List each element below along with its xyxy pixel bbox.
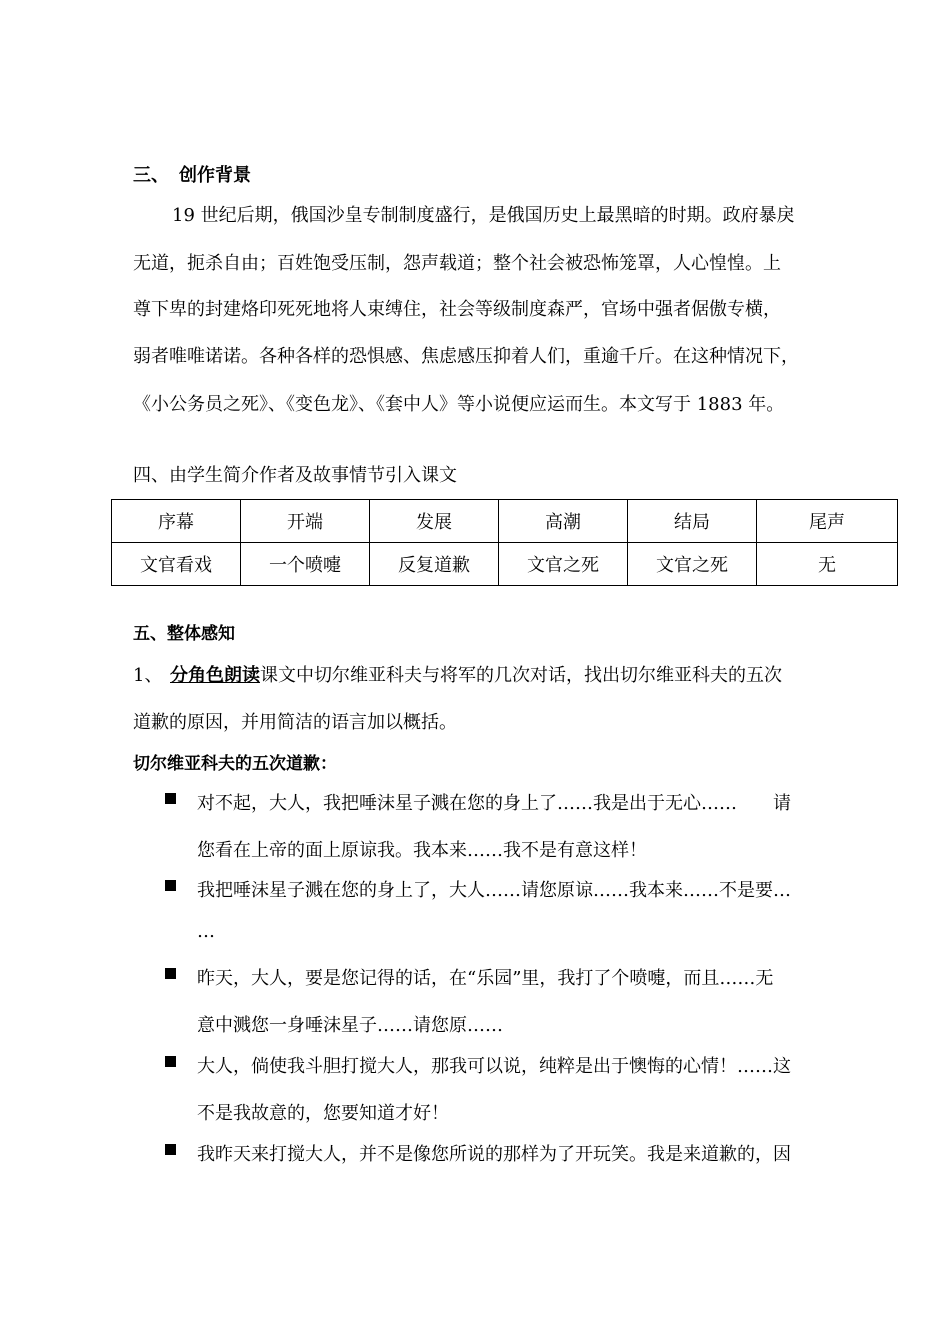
table-row (112, 543, 898, 586)
section-4-heading: 四、由学生简介作者及故事情节引入课文 (133, 465, 457, 486)
apology-4-line-1: 大人，倘使我斗胆打搅大人，那我可以说，纯粹是出于懊悔的心情！……这 (197, 1056, 791, 1077)
bullet-square-icon (165, 1141, 179, 1155)
task-1-line-2: 道歉的原因，并用简洁的语言加以概括。 (133, 712, 457, 733)
section-5-heading: 五、整体感知 (133, 624, 235, 644)
table-cell: 无 (757, 543, 898, 586)
table-header-cell: 序幕 (112, 500, 241, 543)
task-1-text: 课文中切尔维亚科夫与将军的几次对话，找出切尔维亚科夫的五次 (260, 665, 782, 686)
apologies-subheading: 切尔维亚科夫的五次道歉： (133, 754, 337, 774)
apology-3-line-1: 昨天，大人，要是您记得的话，在“乐园”里，我打了个喷嚏，而且……无 (197, 968, 774, 989)
bullet-square-icon (165, 1053, 179, 1067)
background-line-2: 无道，扼杀自由；百姓饱受压制，怨声载道；整个社会被恐怖笼罩，人心惶惶。上 (133, 253, 781, 274)
apology-2-line-1: 我把唾沫星子溅在您的身上了，大人……请您原谅……我本来……不是要… (197, 880, 791, 901)
background-line-5: 《小公务员之死》、《变色龙》、《套中人》等小说便应运而生。本文写于 1883 年。 (133, 394, 785, 415)
task-1-number: 1、 (133, 665, 163, 686)
task-1-highlight: 分角色朗读 (170, 665, 260, 686)
table-header-cell: 开端 (241, 500, 370, 543)
plot-structure-table (111, 499, 898, 586)
bullet-square-icon (165, 965, 179, 979)
apology-2-line-2: … (197, 921, 215, 942)
bullet-square-icon (165, 790, 179, 804)
background-line-1: 19 世纪后期，俄国沙皇专制制度盛行，是俄国历史上最黑暗的时期。政府暴戾 (172, 205, 795, 226)
apology-1-line-2: 您看在上帝的面上原谅我。我本来……我不是有意这样！ (197, 840, 647, 861)
table-header-cell: 尾声 (757, 500, 898, 543)
table-header-row (112, 500, 898, 543)
apology-4-line-2: 不是我故意的，您要知道才好！ (197, 1103, 449, 1124)
table-cell: 一个喷嚏 (241, 543, 370, 586)
bullet-square-icon (165, 877, 179, 891)
section-3-number: 三、 (133, 165, 169, 186)
task-1-line-1 (133, 661, 782, 687)
section-3-title: 创作背景 (179, 165, 251, 186)
table-header-cell: 结局 (628, 500, 757, 543)
table-header-cell: 高潮 (499, 500, 628, 543)
table-header-cell: 发展 (370, 500, 499, 543)
background-line-3: 尊下卑的封建烙印死死地将人束缚住，社会等级制度森严，官场中强者倨傲专横， (133, 299, 781, 320)
table-cell: 文官之死 (628, 543, 757, 586)
background-line-4: 弱者唯唯诺诺。各种各样的恐惧感、焦虑感压抑着人们，重逾千斤。在这种情况下， (133, 346, 799, 367)
apology-3-line-2: 意中溅您一身唾沫星子……请您原…… (197, 1015, 503, 1036)
section-3-heading (133, 161, 251, 187)
table-cell: 文官看戏 (112, 543, 241, 586)
table-cell: 文官之死 (499, 543, 628, 586)
apology-5-line-1: 我昨天来打搅大人，并不是像您所说的那样为了开玩笑。我是来道歉的，因 (197, 1144, 791, 1165)
table-cell: 反复道歉 (370, 543, 499, 586)
apology-1-line-1: 对不起，大人，我把唾沫星子溅在您的身上了……我是出于无心…… 请 (197, 793, 791, 814)
